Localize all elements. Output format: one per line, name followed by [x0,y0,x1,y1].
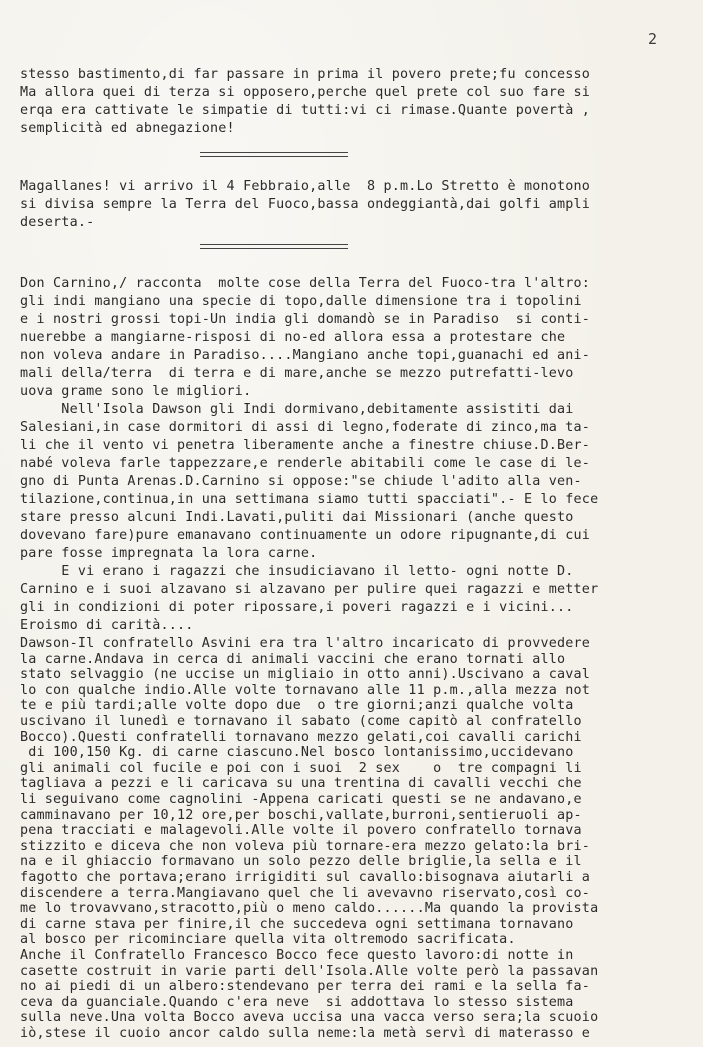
page-number: 2 [647,30,657,48]
text-line: casette costruit in varie parti dell'Isola.Alle volte però la passavan [20,963,599,979]
text-line: pena tracciati e malagevoli.Alle volte il povero confratello tornava [20,823,582,839]
text-line: nuerebbe a mangiarne-risposi di no-ed allora essa a protestare che [20,330,566,345]
text-line: non voleva andare in Paradiso....Mangiano anche topi,guanachi ed ani- [20,348,591,363]
text-line: sulla neve.Una volta Bocco aveva uccisa una vacca verso sera;la scuoio [20,1010,599,1026]
text-line: E vi erano i ragazzi che insudiciavano il letto- ogni notte D. [20,564,574,579]
text-line: Bocco).Questi confratelli tornavano mezzo gelati,coi cavalli carichi [20,729,582,745]
text-line: gno di Punta Arenas.D.Carnino si oppose:"se chiude l'adito alla ven- [20,474,582,489]
text-line: deserta.- [20,215,95,230]
text-line: li seguivano come cagnolini -Appena caricati questi se ne andavano,e [20,792,582,807]
text-line: tagliava a pezzi e li caricava su una trentina di cavalli vecchi che [20,776,582,792]
text-line: dovevano fare)pure emanavano continuamente un odore ripugnante,di cui [20,528,591,543]
text-line: nabé voleva farle tappezzare,e renderle abitabili come le case di le- [20,456,591,471]
text-line: lo con qualche indio.Alle volte tornavano alle 11 p.m.,alla mezza not [20,682,591,698]
text-line: la carne.Andava in cerca di animali vaccini che erano tornati allo [20,651,566,667]
text-line: Dawson-Il confratello Asvini era tra l'altro incaricato di provvedere [20,636,591,651]
text-line: al bosco per ricominciare quella vita oltremodo sacrificata. [20,932,516,948]
text-line: e i nostri grossi topi-Un india gli domandò se in Paradiso si conti- [20,312,591,327]
text-line: Don Carnino,/ racconta molte cose della Terra del Fuoco-tra l'altro: [20,276,591,291]
text-line: me lo trovavvano,stracotto,più o meno caldo......Ma quando la provista [20,901,599,917]
text-line: stare presso alcuni Indi.Lavati,puliti dai Missionari (anche questo [20,510,574,525]
text-line: ceva da guanciale.Quando c'era neve si addottava lo stesso sistema [20,994,574,1010]
text-line: tilazione,continua,in una settimana siamo tutti spacciati".- E lo fece [20,492,599,507]
text-line: Magallanes! vi arrivo il 4 Febbraio,alle 8 p.m.Lo Stretto è monotono [20,179,591,194]
text-line: iò,stese il cuoio ancor caldo sulla neme:la metà servì di materasso e [20,1026,591,1041]
text-line: na e il ghiaccio formavano un solo pezzo delle briglie,la sella e il [20,854,582,870]
text-line: no ai piedi di un albero:stendevano per terra dei rami e la sella fa- [20,979,591,995]
text-line: fagotto che portava;erano irrigiditi sul cavallo:bisognava aiutarli a [20,870,591,885]
text-line: pare fosse impregnata la lora carne. [20,546,318,561]
text-line: gli animali col fucile e poi con i suoi 2 sex o tre compagni li [20,760,582,776]
text-line: stizzito e diceva che non voleva più tornare-era mezzo gelato:la bri- [20,838,591,854]
text-line: stato selvaggio (ne uccise un migliaio in otto anni).Uscivano a caval [20,667,591,683]
text-line: uova grame sono le migliori. [20,384,252,399]
text-line: Carnino e i suoi alzavano si alzavano per pulire quei ragazzi e metter [20,582,599,597]
text-line: di carne stava per finire,il che succedeva ogni settimana tornavano [20,916,574,932]
text-line: Nell'Isola Dawson gli Indi dormivano,debitamente assistiti dai [20,402,574,417]
text-line: li che il vento vi penetra liberamente anche a finestre chiuse.D.Ber- [20,438,591,453]
text-line: Anche il Confratello Francesco Bocco fece questo lavoro:di notte in [20,948,574,963]
text-line: semplicità ed abnegazione! [20,121,235,136]
text-line: discendere a terra.Mangiavano quel che li avevavno riservato,così co- [20,885,591,901]
text-line: Eroismo di carità.... [20,618,194,633]
separator-line [200,152,348,157]
text-line: gli indi mangiano una specie di topo,dalle dimensione tra i topolini [20,294,582,309]
text-line: si divisa sempre la Terra del Fuoco,bassa ondeggiantà,dai golfi ampli [20,197,591,212]
text-line: camminavano per 10,12 ore,per boschi,vallate,burroni,sentieruoli ap- [20,807,582,823]
text-line: erqa era cattivate le simpatie di tutti:vi ci rimase.Quante povertà , [20,103,591,118]
text-line: mali della/terra di terra e di mare,anche se mezzo putrefatti-levo [20,366,574,381]
text-line: di 100,150 Kg. di carne ciascuno.Nel bosco lontanissimo,uccidevano [20,745,574,761]
text-line: stesso bastimento,di far passare in prima il povero prete;fu concesso [20,67,591,82]
separator-line [200,244,348,249]
text-line: Ma allora quei di terza si opposero,perche quel prete col suo fare si [20,85,591,100]
text-line: uscivano il lunedì e tornavano il sabato (come capitò al confratello [20,714,582,729]
text-line: te e più tardi;alle volte dopo due o tre giorni;anzi qualche volta [20,698,574,714]
text-line: Salesiani,in case dormitori di assi di legno,foderate di zinco,ma ta- [20,420,591,435]
text-line: gli in condizioni di poter ripossare,i poveri ragazzi e i vicini... [20,600,574,615]
